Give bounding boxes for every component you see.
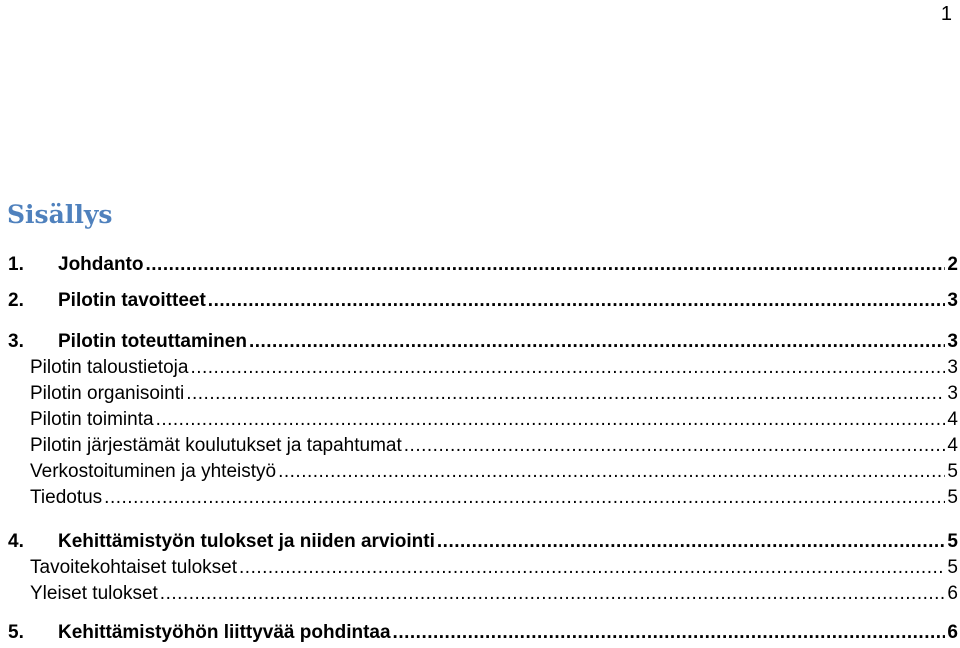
toc-entry-pilotin-toteuttaminen[interactable] — [8, 329, 958, 355]
toc-entry-page: 3 — [947, 290, 958, 311]
toc-dot-leader — [239, 555, 945, 581]
page-number: 1 — [940, 3, 952, 25]
toc-entry-number: 1. — [8, 254, 24, 275]
toc-entry-number: 2. — [8, 290, 24, 311]
toc-entry-koulutukset-ja-tapahtumat[interactable] — [30, 433, 958, 459]
toc-entry-tavoitekohtaiset-tulokset[interactable] — [30, 555, 958, 581]
toc-entry-page: 5 — [947, 531, 958, 552]
toc-title: Sisällys — [7, 200, 113, 229]
toc-entry-page: 4 — [947, 435, 958, 456]
toc-entry-text: Pilotin järjestämät koulutukset ja tapahtumat — [30, 435, 402, 456]
toc-entry-text: Yleiset tulokset — [30, 583, 158, 604]
toc-dot-leader — [190, 355, 945, 381]
toc-entry-text: Kehittämistyön tulokset ja niiden arviointi — [58, 531, 435, 552]
toc-entry-text: Verkostoituminen ja yhteistyö — [30, 461, 277, 482]
toc-entry-verkostoituminen[interactable] — [30, 459, 958, 485]
toc-dot-leader — [156, 407, 946, 433]
toc-entry-text: Pilotin toteuttaminen — [58, 331, 247, 352]
toc-entry-pohdintaa[interactable] — [8, 620, 958, 646]
toc-dot-leader — [249, 329, 945, 355]
toc-entry-yleiset-tulokset[interactable] — [30, 581, 958, 607]
toc-dot-leader — [404, 433, 946, 459]
toc-entry-number: 3. — [8, 331, 24, 352]
toc-entry-page: 3 — [947, 383, 958, 404]
toc-entry-kehittamistyon-tulokset[interactable] — [8, 529, 958, 555]
toc-entry-number: 4. — [8, 531, 24, 552]
toc-entry-pilotin-taloustietoja[interactable] — [30, 355, 958, 381]
toc-entry-pilotin-organisointi[interactable] — [30, 381, 958, 407]
toc-entry-text: Kehittämistyöhön liittyvää pohdintaa — [58, 622, 391, 643]
toc-entry-text: Johdanto — [58, 254, 144, 275]
toc-dot-leader — [104, 485, 945, 511]
toc-dot-leader — [146, 252, 946, 278]
toc-dot-leader — [208, 288, 946, 314]
toc-entry-text: Pilotin toiminta — [30, 409, 154, 430]
toc-entry-page: 6 — [947, 583, 958, 604]
toc-entry-pilotin-toiminta[interactable] — [30, 407, 958, 433]
toc-entry-page: 6 — [947, 622, 958, 643]
toc-entry-page: 3 — [947, 331, 958, 352]
toc-entry-page: 5 — [947, 487, 958, 508]
toc-entry-text: Tavoitekohtaiset tulokset — [30, 557, 238, 578]
toc-entry-johdanto[interactable] — [8, 252, 958, 278]
toc-entry-page: 3 — [947, 357, 958, 378]
toc-dot-leader — [437, 529, 946, 555]
toc-entry-text: Pilotin organisointi — [30, 383, 185, 404]
toc-dot-leader — [278, 459, 945, 485]
toc-dot-leader — [393, 620, 946, 646]
toc-entry-tiedotus[interactable] — [30, 485, 958, 511]
toc-entry-number: 5. — [8, 622, 24, 643]
toc-entry-text: Pilotin tavoitteet — [58, 290, 206, 311]
toc-dot-leader — [186, 381, 945, 407]
toc-entry-page: 2 — [947, 254, 958, 275]
toc-dot-leader — [160, 581, 946, 607]
toc-entry-text: Tiedotus — [30, 487, 103, 508]
toc-entry-page: 4 — [947, 409, 958, 430]
toc-entry-page: 5 — [947, 461, 958, 482]
toc-entry-text: Pilotin taloustietoja — [30, 357, 189, 378]
toc-entry-pilotin-tavoitteet[interactable] — [8, 288, 958, 314]
toc-entry-page: 5 — [947, 557, 958, 578]
